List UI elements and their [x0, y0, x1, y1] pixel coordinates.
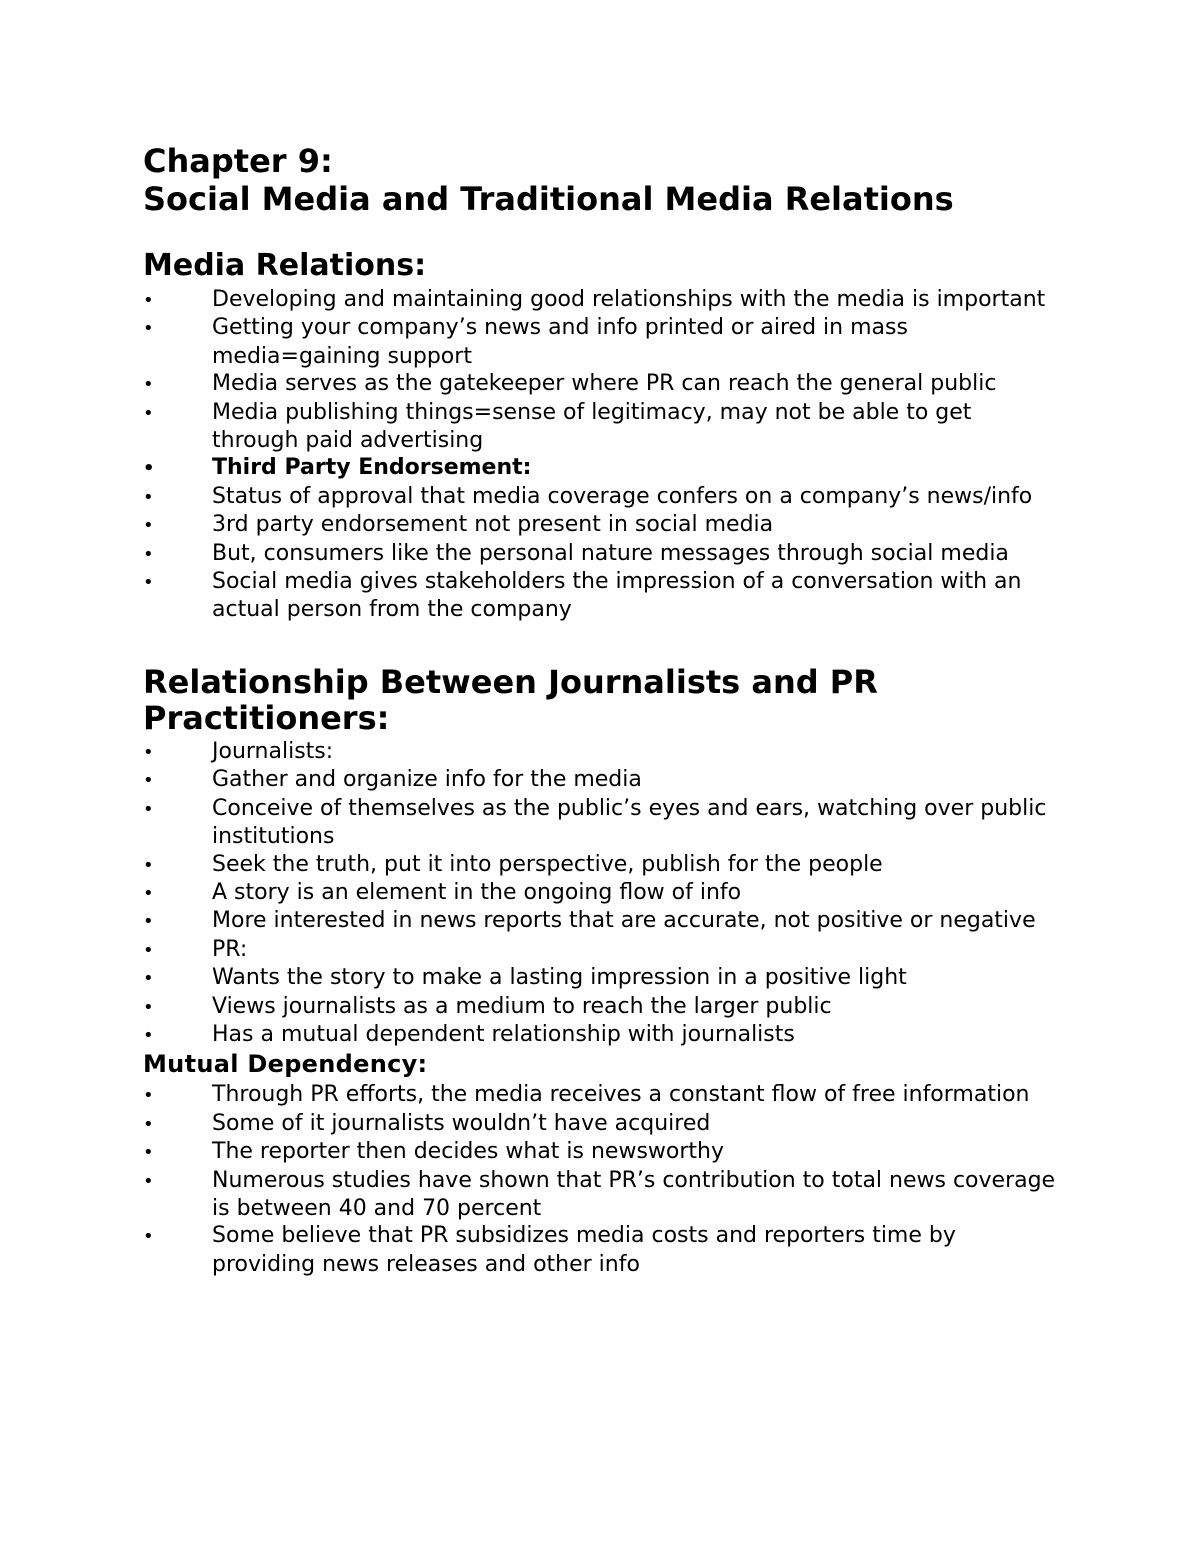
section-heading-journalists-pr: Relationship Between Journalists and PR Practitioners:	[143, 662, 878, 737]
list-item-text: Conceive of themselves as the public’s eyes and ears, watching over public institutions	[212, 795, 1047, 850]
bullet-icon: •	[143, 1113, 154, 1135]
list-item	[143, 738, 1063, 766]
bullet-icon: •	[143, 1142, 154, 1164]
list-item	[143, 454, 1063, 482]
list-item-text: Some of it journalists wouldn’t have acquired	[212, 1110, 711, 1136]
list-item	[143, 1081, 1063, 1109]
list-item	[143, 851, 1063, 879]
list-item	[143, 993, 1063, 1021]
bullet-icon: •	[143, 515, 154, 537]
document-page	[143, 142, 1063, 1278]
bullet-icon: •	[143, 402, 154, 424]
list-item-text: Numerous studies have shown that PR’s contribution to total news coverage is between 40 and 70 percent	[212, 1167, 1056, 1221]
section-heading-media-relations: Media Relations:	[143, 248, 427, 283]
journalists-pr-list	[143, 738, 1063, 1049]
list-item-text: 3rd party endorsement not present in social media	[212, 512, 774, 538]
list-item-text: Seek the truth, put it into perspective, publish for the people	[212, 851, 883, 877]
list-item-text: Media serves as the gatekeeper where PR can reach the general public	[212, 371, 997, 397]
list-item	[143, 511, 1063, 539]
bullet-icon: •	[143, 290, 154, 311]
bullet-icon: •	[143, 318, 154, 340]
bullet-icon: •	[143, 1226, 154, 1248]
bullet-icon: •	[143, 741, 154, 763]
bullet-icon: •	[143, 854, 154, 876]
list-item-text: Media publishing things=sense of legitimacy, may not be able to get through paid advertising	[212, 399, 972, 454]
list-item-text: PR:	[212, 936, 248, 962]
list-item-text: Getting your company’s news and info printed or aired in mass media=gaining support	[212, 315, 908, 369]
bullet-icon: •	[143, 939, 154, 961]
mutual-dependency-list	[143, 1081, 1063, 1278]
list-item	[143, 483, 1063, 511]
bullet-icon: •	[143, 1170, 154, 1192]
list-item	[143, 1110, 1063, 1138]
list-item-text: Journalists:	[212, 738, 334, 764]
list-item	[143, 879, 1063, 907]
list-item	[143, 568, 1063, 624]
list-item-text: Developing and maintaining good relationships with the media is important	[212, 287, 1046, 312]
list-item	[143, 936, 1063, 964]
bullet-icon: •	[143, 882, 154, 904]
bullet-icon: •	[143, 770, 154, 792]
list-item	[143, 907, 1063, 935]
list-item-text: Gather and organize info for the media	[212, 767, 642, 793]
list-item	[143, 1167, 1063, 1223]
list-item	[143, 1222, 1063, 1278]
bullet-icon: •	[143, 798, 154, 820]
section-heading-mutual-dependency: Mutual Dependency:	[143, 1050, 428, 1079]
bullet-icon: •	[143, 1024, 154, 1046]
chapter-title: Social Media and Traditional Media Relations	[143, 180, 954, 218]
list-item-text: A story is an element in the ongoing flow of info	[212, 879, 742, 905]
bullet-icon: •	[143, 996, 154, 1018]
bullet-icon: •	[143, 911, 154, 933]
bullet-icon: •	[143, 572, 154, 594]
bullet-icon: •	[143, 543, 154, 565]
list-item-text: Wants the story to make a lasting impression in a positive light	[212, 965, 907, 991]
bullet-icon: •	[143, 374, 154, 396]
bullet-icon: •	[143, 458, 155, 480]
list-item	[143, 314, 1063, 370]
bullet-icon: •	[143, 486, 154, 508]
list-item	[143, 964, 1063, 992]
list-item	[143, 399, 1063, 455]
chapter-number: Chapter 9:	[143, 142, 333, 180]
list-item-text: More interested in news reports that are accurate, not positive or negative	[212, 908, 1036, 934]
list-item-text: Status of approval that media coverage confers on a company’s news/info	[212, 483, 1033, 509]
list-item	[143, 766, 1063, 794]
bullet-icon: •	[143, 968, 154, 990]
list-item-text: Has a mutual dependent relationship with journalists	[212, 1021, 795, 1047]
list-item-text: Views journalists as a medium to reach the larger public	[212, 993, 832, 1019]
list-item	[143, 540, 1063, 568]
list-item-text: Through PR efforts, the media receives a constant flow of free information	[212, 1082, 1030, 1108]
list-item-text: Some believe that PR subsidizes media costs and reporters time by providing news releases and other info	[212, 1223, 956, 1277]
list-item-text: The reporter then decides what is newsworthy	[212, 1139, 725, 1165]
list-item	[143, 370, 1063, 398]
list-item-text: But, consumers like the personal nature messages through social media	[212, 540, 1009, 566]
media-relations-list	[143, 286, 1063, 624]
list-item-text: Social media gives stakeholders the impression of a conversation with an actual person from the company	[212, 569, 1022, 623]
list-item-text: Third Party Endorsement:	[212, 455, 532, 481]
list-item	[143, 1138, 1063, 1166]
list-item	[143, 286, 1063, 314]
list-item	[143, 1021, 1063, 1049]
list-item	[143, 795, 1063, 851]
bullet-icon: •	[143, 1085, 154, 1107]
